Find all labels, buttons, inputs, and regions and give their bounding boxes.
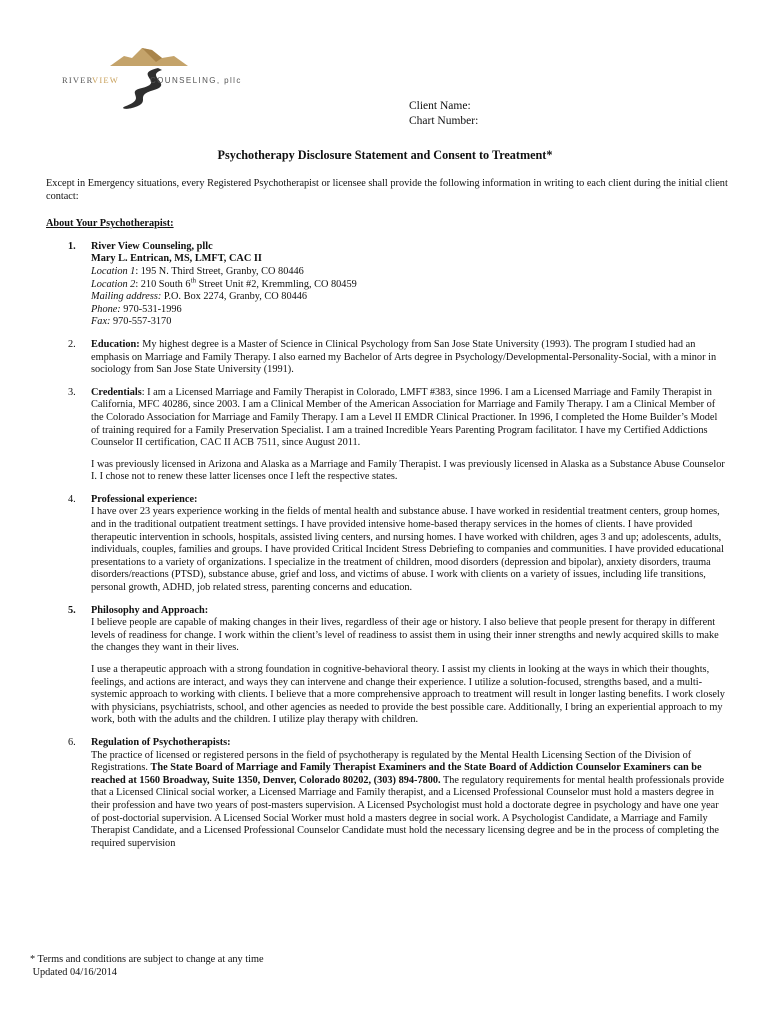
- intro-paragraph: Except in Emergency situations, every Registered Psychotherapist or licensee shall provide the following information in writing to each client during the initial client contact:: [46, 178, 728, 202]
- brand-counseling: COUNSELING, pllc: [150, 76, 242, 85]
- item-experience: [46, 494, 728, 595]
- experience-text: I have over 23 years experience working in the fields of mental health and substance abuse. I have worked in residential treatment centers, group homes, and in the traditional outpatient treatment settings. I have provided intensive home-based therapy services in the homes of clients. I have provided therapeutic intervention in schools, hospitals, assisted living centers, and nursing homes. I have worked with children, ages 3 and up; adolescents, adults, individuals, couples, families and groups. I have provided Critical Incident Stress Debriefing to companies and communities. I have provided educational presentations to a variety of organizations. I specialize in the treatment of children, mood disorders (depression and bipolar), anxiety disorders, trauma disorders/reactions (PTSD), substance abuse, grief and loss, and victims of abuse. I work with clients on a variety of issues, including life transitions, personal growth, ADHD, job related stress, parenting concerns and education.: [91, 506, 724, 594]
- item-number: 2.: [68, 338, 76, 350]
- mailing-address: Mailing address: P.O. Box 2274, Granby, CO 80446: [91, 291, 308, 303]
- document-body: [46, 178, 728, 850]
- chart-number-label: Chart Number:: [409, 115, 479, 127]
- item-contact: [46, 241, 728, 329]
- item-number: 1.: [68, 240, 76, 252]
- item-philosophy: [46, 605, 728, 727]
- river-view-logo: [62, 44, 242, 114]
- brand-view: VIEW: [92, 75, 119, 85]
- terms-note: * Terms and conditions are subject to change at any time: [30, 954, 264, 965]
- credentials-label: Credentials: [91, 386, 142, 398]
- location-2: Location 2: 210 South 6th Street Unit #2, Kremmling, CO 80459: [91, 276, 357, 290]
- fax: Fax: 970-557-3170: [91, 316, 172, 328]
- education-text: My highest degree is a Master of Science in Clinical Psychology from San Jose State University (1993). The program I studied had an emphasis on Marriage and Family Therapy. I also earned my Bachelor of Arts degree in Psychology/Developmental-Personality-Social, with a minor in sociology from San Jose State University (1991).: [91, 338, 717, 376]
- item-education: [46, 339, 728, 377]
- regulation-text: The practice of licensed or registered persons in the field of psychotherapy is regulated by the Mental Health Licensing Section of the Division of Registrations. The State Board of Marriage and Family Therapist Examiners and the State Board of Addiction Counselor Examiners can be reached at 1560 Broadway, Suite 1350, Denver, Colorado 80202, (303) 894-7800. The regulatory requirements for mental health professionals provide that a Licensed Clinical social worker, a Licensed Marriage and Family therapist, and a Licensed Professional Counselor must hold a masters degree in their profession and have two years of post-masters supervision. A Licensed Psychologist must hold a doctorate degree in psychology and have one year of post-doctorial supervision. A Licensed Social Worker must hold a masters degree in social work. A Psychologist Candidate, a Marriage and Family Therapist Candidate, and a Licensed Professional Counselor Candidate must hold the necessary licensing degree and be in the process of completing the required supervision: [91, 749, 725, 849]
- item-regulation: [46, 737, 728, 850]
- item-number: 5.: [68, 604, 76, 616]
- brand-river: RIVER: [62, 75, 94, 85]
- item-number: 6.: [68, 736, 76, 748]
- experience-label: Professional experience:: [91, 493, 198, 505]
- client-name-label: Client Name:: [409, 100, 471, 112]
- item-credentials: [46, 387, 728, 484]
- footer: [30, 954, 264, 979]
- client-info: [409, 99, 478, 129]
- philosophy-label: Philosophy and Approach:: [91, 604, 209, 616]
- item-number: 3.: [68, 386, 76, 398]
- credentials-text-2: I was previously licensed in Arizona and Alaska as a Marriage and Family Therapist. I was previously licensed in Alaska as a Substance Abuse Counselor I. I chose not to renew these latter licenses once I left the respective states.: [91, 458, 725, 483]
- therapist-name: Mary L. Entrican, MS, LMFT, CAC II: [91, 253, 262, 265]
- location-1: Location 1: 195 N. Third Street, Granby, CO 80446: [91, 265, 304, 277]
- document-title: Psychotherapy Disclosure Statement and Consent to Treatment*: [217, 148, 553, 162]
- phone: Phone: 970-531-1996: [91, 303, 182, 315]
- river-icon: [123, 68, 162, 109]
- credentials-text: : I am a Licensed Marriage and Family Therapist in Colorado, LMFT #383, since 1996. I am a Licensed Marriage and Family Therapist in California, MFC 40286, since 2003. I am a Clinical Member of the American Association for Marriage and Family Therapy. I am a Clinical Member of the Colorado Association for Marriage and Family Therapy. I am a Level II EMDR Clinical Practioner. In 1996, I completed the Home Builder’s Model of training required for a Family Preservation Specialist. I am a trained Incredible Years Parenting Program facilitator. I have my Certified Addictions Counselor II certification, CAC II ACB 7511, since August 2011.: [91, 386, 718, 449]
- philosophy-text-2: I use a therapeutic approach with a strong foundation in cognitive-behavioral theory. I assist my clients in looking at the ways in which their thoughts, feelings, and actions are interact, and ways they can intervene and change their experience. I utilize a solution-focused, strengths based, and a multi-systemic approach to working with clients. I believe that a more comprehensive approach to treatment will result in longer lasting benefits. I work closely with physicians, psychiatrists, school, and other agencies as needed to provide the best possible care. Additionally, I bring an experiential approach to my work, both with the adults and the children. I utilize play therapy with children.: [91, 664, 725, 726]
- updated-date: Updated 04/16/2014: [30, 966, 117, 978]
- education-label: Education:: [91, 338, 140, 350]
- philosophy-text: I believe people are capable of making changes in their lives, regardless of their age or history. I also believe that people present for therapy in different levels of readiness for change. I work within the client’s level of readiness to assist them in using their inner strengths and newly acquired skills to make the changes they want in their lives.: [91, 617, 719, 654]
- about-heading: About Your Psychotherapist:: [46, 218, 174, 230]
- regulation-label: Regulation of Psychotherapists:: [91, 736, 231, 748]
- item-number: 4.: [68, 493, 76, 505]
- practice-name: River View Counseling, pllc: [91, 240, 213, 252]
